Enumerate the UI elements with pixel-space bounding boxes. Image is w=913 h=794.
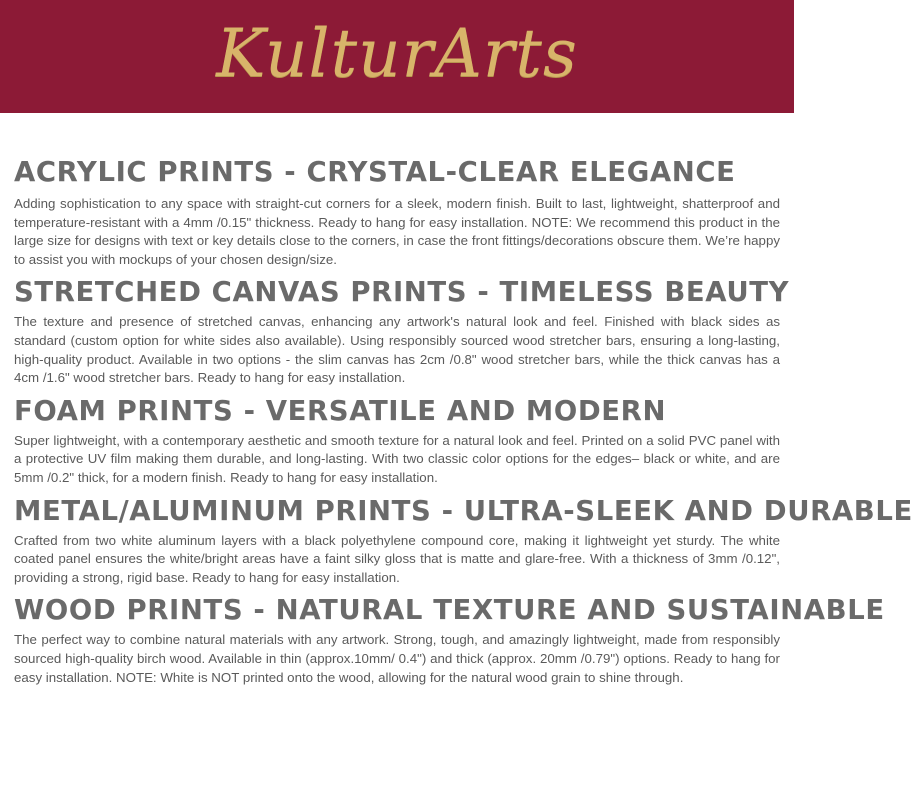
section-title: METAL/ALUMINUM PRINTS - ULTRA-SLEEK AND DURABLE	[14, 494, 913, 527]
section-stretched-canvas-prints	[14, 273, 790, 387]
section-foam-prints	[14, 392, 780, 488]
section-body: The perfect way to combine natural materials with any artwork. Strong, tough, and amazingly lightweight, made from responsibly sourced high-quality birch wood. Available in thin (approx.10mm/ 0.4") and thick (approx. 20mm /0.79") options. Ready to hang for easy installation. NOTE: White is NOT printed onto the wood, allowing for the natural wood grain to shine through.	[14, 632, 780, 685]
section-title: WOOD PRINTS - NATURAL TEXTURE AND SUSTAINABLE	[14, 594, 885, 627]
section-title: ACRYLIC PRINTS - CRYSTAL-CLEAR ELEGANCE	[14, 156, 736, 188]
section-title: STRETCHED CANVAS PRINTS - TIMELESS BEAUTY	[14, 276, 790, 309]
section-body: Adding sophistication to any space with straight-cut corners for a sleek, modern finish. Built to last, lightweight, shatterproof and temperature-resistant with a 4mm /0.15" thickness. Ready to hang for easy installation. NOTE: We recommend this product in the large size for designs with text or key details close to the corners, in case the front fittings/decorations obscure them. We’re happy to assist you with mockups of your chosen design/size.	[14, 196, 780, 267]
section-metal-aluminum-prints	[14, 492, 913, 588]
brand-logo: KulturArts	[216, 15, 578, 92]
section-body: Super lightweight, with a contemporary aesthetic and smooth texture for a natural look and feel. Printed on a solid PVC panel with a protective UV film making them durable, and long-lasting. With two classic color options for the edges– black or white, and are 5mm /0.2" thick, for a modern finish. Ready to hang for easy installation.	[14, 432, 780, 485]
header-banner	[0, 0, 794, 113]
section-title: FOAM PRINTS - VERSATILE AND MODERN	[14, 394, 667, 427]
section-body: Crafted from two white aluminum layers with a black polyethylene compound core, making it lightweight yet sturdy. The white coated panel ensures the white/bright areas have a faint silky gloss that is matte and glare-free. With a thickness of 3mm /0.12", providing a strong, rigid base. Ready to hang for easy installation.	[14, 532, 780, 585]
section-acrylic-prints	[14, 153, 780, 269]
product-descriptions	[0, 113, 913, 687]
section-body: The texture and presence of stretched canvas, enhancing any artwork's natural look and feel. Finished with black sides as standard (custom option for white sides also available). Using responsibly sourced wood stretcher bars, ensuring a long-lasting, high-quality product. Available in two options - the slim canvas has 2cm /0.8" wood stretcher bars, while the thick canvas has a 4cm /1.6" wood stretcher bars. Ready to hang for easy installation.	[14, 314, 780, 386]
section-wood-prints	[14, 591, 885, 687]
